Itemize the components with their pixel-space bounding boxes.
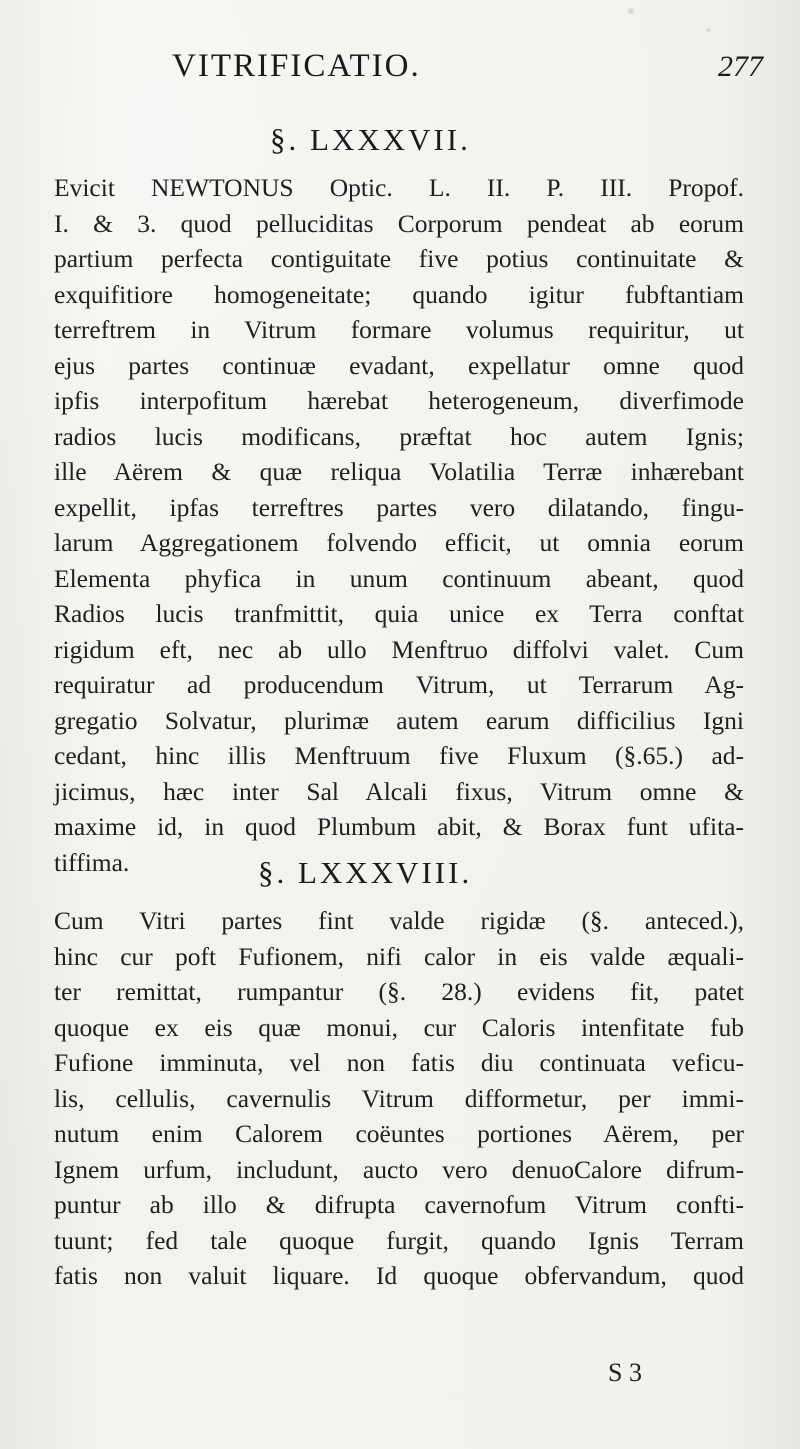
- text-line: tuunt; fed tale quoque furgit, quando Ignis Terram: [54, 1225, 744, 1255]
- text-line: jicimus, hæc inter Sal Alcali fixus, Vitrum omne &: [54, 776, 744, 806]
- section-heading: §. LXXXVIII.: [258, 855, 473, 890]
- text-line: Fufione imminuta, vel non fatis diu continuata veficu-: [54, 1048, 744, 1077]
- ink-speck: [706, 28, 711, 32]
- text-line: tiffima.: [54, 847, 130, 877]
- text-line: ejus partes continuæ evadant, expellatur omne quod: [54, 350, 744, 380]
- text-line: ter remittat, rumpantur (§. 28.) evidens fit, patet: [54, 977, 744, 1006]
- ink-speck: [628, 8, 634, 14]
- text-line: rigidum eft, nec ab ullo Menftruo diffolvi valet. Cum: [54, 634, 744, 664]
- section-heading: §. LXXXVII.: [270, 122, 471, 157]
- text-line: Ignem urfum, includunt, aucto vero denuoCalore difrum-: [54, 1154, 744, 1184]
- signature-mark: S 3: [608, 1358, 642, 1387]
- text-line: nutum enim Calorem coëuntes portiones Aërem, per: [54, 1119, 744, 1148]
- text-line: Evicit NEWTONUS Optic. L. II. P. III. Propof.: [54, 173, 744, 202]
- text-line: Radios lucis tranfmittit, quia unice ex Terra conftat: [54, 599, 744, 628]
- text-line: puntur ab illo & difrupta cavernofum Vitrum confti-: [54, 1190, 744, 1219]
- running-title: VITRIFICATIO.: [172, 48, 421, 84]
- text-line: hinc cur poft Fufionem, nifi calor in eis valde æquali-: [54, 941, 744, 971]
- text-line: ipfis interpofitum hærebat heterogeneum, diverfimode: [54, 386, 744, 415]
- text-line: cedant, hinc illis Menftruum five Fluxum (§.65.) ad-: [54, 741, 744, 770]
- page-number: 277: [718, 50, 763, 83]
- text-line: gregatio Solvatur, plurimæ autem earum difficilius Igni: [54, 705, 744, 735]
- text-line: I. & 3. quod pelluciditas Corporum pendeat ab eorum: [54, 208, 744, 238]
- text-line: exquifitiore homogeneitate; quando igitur fubftantiam: [54, 279, 744, 309]
- text-line: ille Aërem & quæ reliqua Volatilia Terræ inhærebant: [54, 457, 744, 486]
- text-line: Elementa phyfica in unum continuum abeant, quod: [54, 563, 744, 593]
- text-line: fatis non valuit liquare. Id quoque obfervandum, quod: [54, 1261, 744, 1290]
- text-line: radios lucis modificans, præftat hoc autem Ignis;: [54, 421, 744, 451]
- text-line: lis, cellulis, cavernulis Vitrum difformetur, per immi-: [54, 1083, 744, 1113]
- text-line: Cum Vitri partes fint valde rigidæ (§. anteced.),: [54, 906, 744, 935]
- text-line: quoque ex eis quæ monui, cur Caloris intenfitate fub: [54, 1012, 744, 1042]
- text-line: expellit, ipfas terreftres partes vero dilatando, fingu-: [54, 492, 744, 522]
- section-paragraph: [54, 903, 744, 1294]
- text-line: maxime id, in quod Plumbum abit, & Borax funt ufita-: [54, 812, 744, 841]
- text-line: terreftrem in Vitrum formare volumus requiritur, ut: [54, 315, 744, 344]
- section-paragraph: [54, 170, 744, 880]
- text-line: partium perfecta contiguitate five potius continuitate &: [54, 244, 744, 273]
- text-line: requiratur ad producendum Vitrum, ut Terrarum Ag-: [54, 670, 744, 699]
- text-line: larum Aggregationem folvendo efficit, ut omnia eorum: [54, 528, 744, 557]
